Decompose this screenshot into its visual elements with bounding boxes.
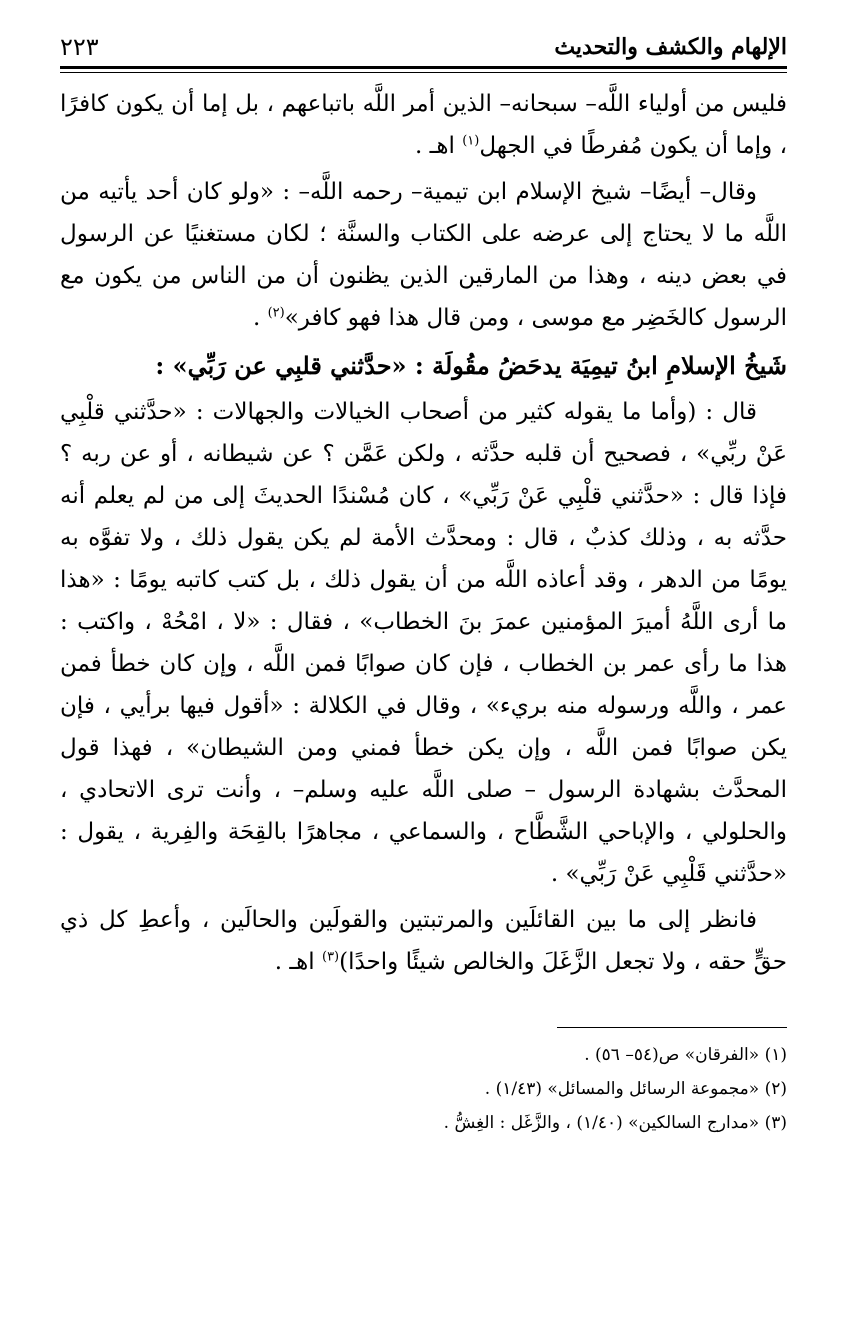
section-heading: شَيخُ الإسلامِ ابنُ تيمِيَة يدحَضُ مقُولَة : «حدَّثني قلبِي عن رَبِّي» : — [155, 351, 787, 380]
running-title: الإلهام والكشف والتحديث — [554, 34, 787, 60]
footnote-ref-2: (٢) — [267, 305, 285, 321]
paragraph-2-end: . — [252, 305, 268, 331]
paragraph-1 — [60, 83, 787, 167]
paragraph-4 — [60, 899, 787, 983]
paragraph-3-text: قال : (وأما ما يقوله كثير من أصحاب الخيالات والجهالات : «حدَّثني قلْبِي عَنْ ربِّي» ، فصحيح أن قلبه حدَّثه ، ولكن عَمَّن ؟ عن شيطانه ، أو عن ربه ؟ فإذا قال : «حدَّثني قلْبِي عَنْ رَبِّي» ، كان مُسْندًا الحديثَ إلى من لم يعلم أنه حدَّثه به ، وذلك كذبٌ ، قال : ومحدَّث الأمة لم يكن يقول ذلك ، ولا تفوَّه به يومًا من الدهر ، وقد أعاذه اللَّه من أن يقول ذلك ، بل كتب كاتبه يومًا : «هذا ما أرى اللَّهُ أميرَ المؤمنين عمرَ بنَ الخطاب» ، فقال : «لا ، امْحُهْ ، واكتب : هذا ما رأى عمر بن الخطاب ، فإن كان صوابًا فمن اللَّه ، وإن كان خطأ فمن عمر ، واللَّه ورسوله منه بريء» ، وقال في الكلالة : «أقول فيها برأيي ، فإن يكن صوابًا فمن اللَّه ، وإن يكن خطأ فمني ومن الشيطان» ، فهذا قول المحدَّث بشهادة الرسول – صلى اللَّه عليه وسلم– ، وأنت ترى الاتحادي ، والحلولي ، والإباحي الشَّطَّاح ، والسماعي ، مجاهرًا بالقِحَة والفِرية ، يقول : «حدَّثني قَلْبِي عَنْ رَبِّي» . — [60, 399, 787, 887]
paragraph-1-end: اهـ . — [414, 133, 463, 159]
footnote-separator — [557, 1027, 787, 1028]
footnotes — [60, 1038, 787, 1140]
page-header — [60, 26, 787, 62]
footnote-1: (١) «الفرقان» ص(٥٤– ٥٦) . — [584, 1045, 787, 1065]
paragraph-3 — [60, 391, 787, 895]
paragraph-4-end: اهـ . — [274, 949, 322, 975]
footnote-ref-1: (١) — [462, 133, 480, 149]
paragraph-1-text: فليس من أولياء اللَّه– سبحانه– الذين أمر اللَّه باتباعهم ، بل إما أن يكون كافرًا ، وإما أن يكون مُفرطًا في الجهل — [60, 91, 787, 159]
paragraph-4-text: فانظر إلى ما بين القائلَين والمرتبتين والقولَين والحالَين ، وأعطِ كل ذي حقٍّ حقه ، ولا تجعل الزَّغَلَ والخالص شيئًا واحدًا) — [60, 907, 787, 975]
header-rule-thick — [60, 66, 787, 69]
paragraph-2-text: وقال– أيضًا– شيخ الإسلام ابن تيمية– رحمه اللَّه– : «ولو كان أحد يأتيه من اللَّه ما لا يحتاج إلى عرضه على الكتاب والسنَّة ؛ لكان مستغنيًا عن الرسول في بعض دينه ، وهذا من المارقين الذين يظنون أن من الناس من يكون مع الرسول كالخَضِر مع موسى ، ومن قال هذا فهو كافر» — [60, 179, 787, 331]
footnote-3: (٣) «مدارج السالكين» (١/٤٠) ، والزَّغَل : الغِشُّ . — [443, 1113, 787, 1133]
page-body — [60, 83, 787, 983]
footnote-ref-3: (٣) — [321, 949, 340, 965]
paragraph-2 — [60, 171, 787, 339]
page-number: ٢٢٣ — [60, 33, 99, 61]
footnote-2: (٢) «مجموعة الرسائل والمسائل» (١/٤٣) . — [484, 1079, 787, 1099]
header-rule-thin — [60, 72, 787, 73]
